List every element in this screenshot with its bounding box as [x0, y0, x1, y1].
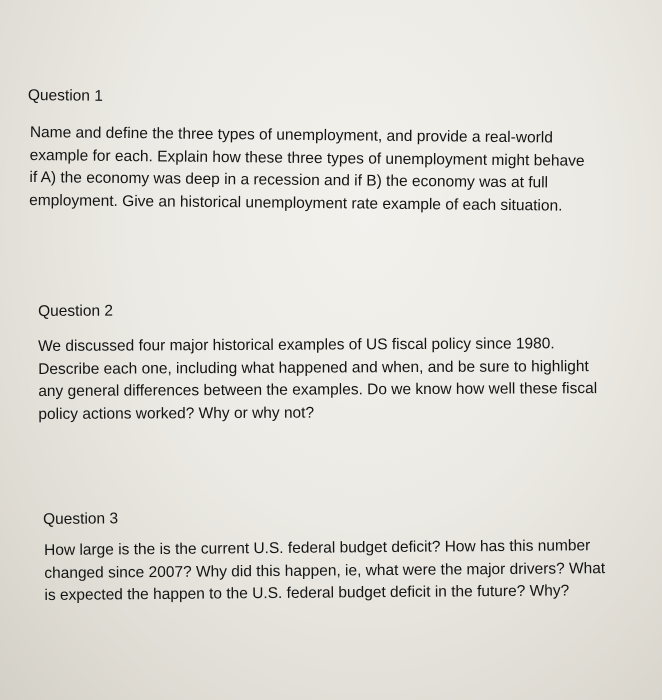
question-3-line: is expected the happen to the U.S. federal budget deficit in the future? Why?: [44, 582, 570, 604]
question-3-line: changed since 2007? Why did this happen, ie, what were the major drivers? What: [44, 559, 606, 582]
question-3-line: How large is the is the current U.S. federal budget deficit? How has this number: [44, 537, 591, 559]
question-3-heading: Question 3: [43, 510, 119, 528]
question-1-line: Name and define the three types of unemployment, and provide a real-world: [29, 123, 553, 147]
question-1-line: example for each. Explain how these three types of unemployment might behave: [29, 146, 585, 170]
question-1-heading: Question 1: [27, 86, 103, 105]
question-2-line: Describe each one, including what happened and when, and be sure to highlight: [38, 357, 589, 378]
question-3-text: [44, 535, 605, 607]
question-2-line: any general differences between the examples. Do we know how well these fiscal: [38, 380, 598, 400]
question-2-text: [38, 333, 597, 426]
question-1-text: [29, 122, 585, 218]
question-2-line: policy actions worked? Why or why not?: [38, 404, 315, 423]
question-2-heading: Question 2: [38, 302, 114, 320]
question-1-line: if A) the economy was deep in a recession and if B) the economy was at full: [29, 168, 549, 192]
question-2-line: We discussed four major historical examples of US fiscal policy since 1980.: [38, 335, 555, 355]
question-1-line: employment. Give an historical unemployment rate example of each situation.: [29, 191, 563, 215]
